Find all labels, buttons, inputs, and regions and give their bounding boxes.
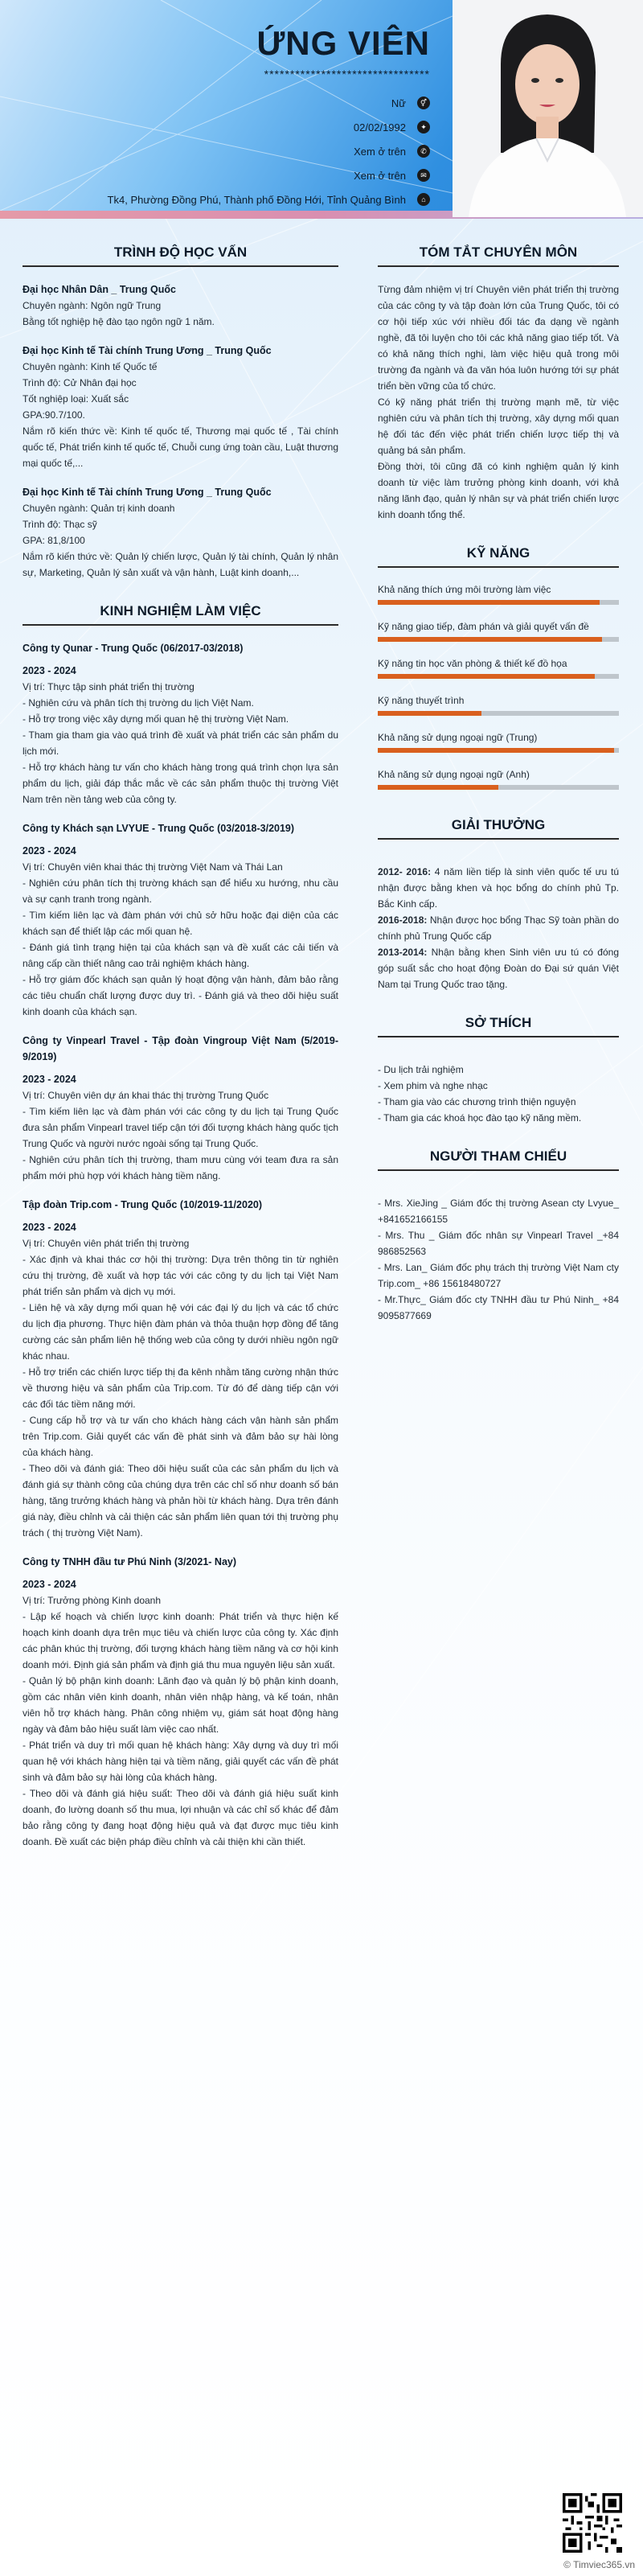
summary-title: TÓM TẮT CHUYÊN MÔN bbox=[419, 244, 578, 260]
education-line: Tốt nghiệp loại: Xuất sắc bbox=[23, 393, 129, 405]
experience-line: - Đánh giá tình trạng hiện tại của khách sạn và đề xuất các cải tiến và nâng cấp cần thiết nâng cao trải nghiệm khách hàng. bbox=[23, 942, 338, 969]
education-item bbox=[23, 281, 338, 330]
site-watermark[interactable]: © Timviec365.vn bbox=[563, 2559, 635, 2570]
skill-bar-fill bbox=[378, 674, 595, 679]
award-item bbox=[378, 912, 619, 944]
award-text: 4 năm liền tiếp là sinh viên quốc tế ưu tú nhận được bằng khen và học bổng do chính phủ Tp. Bắc Kinh cấp. bbox=[378, 866, 619, 910]
skill-label: Khả năng sử dụng ngoại ngữ (Trung) bbox=[378, 732, 538, 743]
school-name: Đại học Nhân Dân _ Trung Quốc bbox=[23, 284, 176, 295]
section-divider bbox=[23, 624, 338, 626]
education-item bbox=[23, 343, 338, 471]
phone-row bbox=[354, 143, 430, 159]
phone-value[interactable]: Xem ở trên bbox=[354, 145, 406, 158]
company-name: Công ty Vinpearl Travel - Tập đoàn Vingroup Việt Nam (5/2019-9/2019) bbox=[23, 1035, 338, 1062]
skill-bar-track bbox=[378, 674, 619, 679]
education-line: Trình độ: Cử Nhân đại học bbox=[23, 377, 137, 388]
company-name: Tập đoàn Trip.com - Trung Quốc (10/2019-11/2020) bbox=[23, 1199, 263, 1210]
section-divider bbox=[378, 265, 619, 267]
skill-item bbox=[378, 656, 619, 679]
gender-row bbox=[391, 95, 430, 111]
experience-line: - Hỗ trợ giám đốc khách sạn quản lý hoạt động vận hành, đảm bảo rằng các tiêu chuẩn chất lượng được duy trì. - Đánh giá và theo dõi hiệu suất kinh doanh của khách sạn. bbox=[23, 974, 338, 1017]
education-line: Nắm rõ kiến thức về: Quản lý chiến lược, Quản lý tài chính, Quản lý nhân sự, Marketing, Quản lý sản xuất và vận hành, Luật kinh doanh,... bbox=[23, 551, 338, 578]
award-year: 2016-2018: bbox=[378, 914, 428, 926]
award-item bbox=[378, 864, 619, 912]
section-divider bbox=[378, 1169, 619, 1171]
experience-line: - Nghiên cứu phân tích thị trường khách sạn để hiểu xu hướng, nhu cầu và sự cạnh tranh trong ngành. bbox=[23, 877, 338, 905]
gender-icon: ⚥ bbox=[417, 97, 430, 109]
experience-line: - Hỗ trợ khách hàng tư vấn cho khách hàng trong quá trình chọn lựa sản phẩm du lịch, giải đáp thắc mắc về các sản phẩm thuộc thị trường Việt Nam trên nền tảng web của công ty. bbox=[23, 762, 338, 805]
experience-line: - Tìm kiếm liên lạc và đàm phán với các công ty du lịch tại Trung Quốc đưa sản phẩm Vinpearl travel tiếp cận tới đối tượng khách hàng quốc tịch Trung Quốc và người nước ngoài sống tại Trung Quốc. bbox=[23, 1106, 338, 1149]
hobby-item: - Xem phim và nghe nhạc bbox=[378, 1080, 488, 1091]
experience-line: Vị trí: Trưởng phòng Kinh doanh bbox=[23, 1595, 162, 1606]
profile-header bbox=[0, 0, 643, 217]
email-value[interactable]: Xem ở trên bbox=[354, 169, 406, 182]
experience-item bbox=[23, 1554, 338, 1850]
experience-line: - Theo dõi và đánh giá hiệu suất: Theo dõi và đánh giá hiệu suất kinh doanh, đo lường doanh số thu mua, lợi nhuận và các chỉ số khác để đảm bảo rằng công ty đang hoạt động hiệu quả và đạt được mục tiêu kinh doanh. Đề xuất các biện pháp điều chỉnh và cải thiện khi cần thiết. bbox=[23, 1788, 338, 1847]
company-name: Công ty TNHH đầu tư Phú Ninh (3/2021- Nay) bbox=[23, 1556, 237, 1567]
experience-period: 2023 - 2024 bbox=[23, 845, 76, 857]
gender-value: Nữ bbox=[391, 97, 406, 109]
education-line: Chuyên ngành: Ngôn ngữ Trung bbox=[23, 300, 162, 311]
section-divider bbox=[378, 838, 619, 840]
experience-line: - Hỗ trợ triển các chiến lược tiếp thị đa kênh nhằm tăng cường nhận thức về thương hiệu và sản phẩm của Trip.com. Từ đó để dàng tiếp cận với các đối tác tiềm năng mới. bbox=[23, 1366, 338, 1410]
skills-title: KỸ NĂNG bbox=[466, 545, 530, 561]
reference-item: - Mrs. XieJing _ Giám đốc thị trường Asean cty Lvyue_ +841652166155 bbox=[378, 1198, 619, 1225]
experience-item bbox=[23, 1197, 338, 1541]
skill-item bbox=[378, 730, 619, 753]
skill-bar-fill bbox=[378, 785, 498, 790]
summary-paragraph: Có kỹ năng phát triển thị trường mạnh mẽ, từ việc nghiên cứu và phân tích thị trường, xây dựng mối quan hệ đối tác đến việc phát triển chiến lược tiếp thị và quảng bá sản phẩm. bbox=[378, 396, 619, 456]
section-divider bbox=[23, 265, 338, 267]
address-value: Tk4, Phường Đồng Phú, Thành phố Đồng Hới, Tỉnh Quảng Bình bbox=[107, 193, 406, 206]
email-icon: ✉ bbox=[417, 169, 430, 182]
skill-label: Khả năng sử dụng ngoại ngữ (Anh) bbox=[378, 769, 530, 780]
hobby-item: - Tham gia vào các chương trình thiện nguyện bbox=[378, 1096, 576, 1107]
experience-line: - Theo dõi và đánh giá: Theo dõi hiệu suất của các sản phẩm du lịch và đánh giá sự thành công của chúng dựa trên các chỉ số như doanh số bán hàng, tăng trưởng khách hàng và phản hồi từ khách hàng. Dựa trên đánh giá này, điều chỉnh và cải thiện các sản phẩm liên quan tới thị trường phụ trách ( thị trường Việt Nam). bbox=[23, 1463, 338, 1539]
left-column bbox=[23, 241, 338, 1850]
experience-period: 2023 - 2024 bbox=[23, 1222, 76, 1233]
references-title: NGƯỜI THAM CHIẾU bbox=[429, 1148, 567, 1164]
candidate-photo bbox=[453, 0, 643, 217]
skill-label: Khả năng thích ứng môi trường làm việc bbox=[378, 584, 551, 595]
award-text: Nhận bằng khen Sinh viên ưu tú có đóng góp suất sắc cho hoạt động Đoàn do Đại sứ quán Việt Nam tại Trung Quốc trao tặng. bbox=[378, 947, 619, 990]
experience-line: Vị trí: Thực tập sinh phát triển thị trường bbox=[23, 681, 195, 692]
skills-list bbox=[378, 582, 619, 790]
skill-item bbox=[378, 582, 619, 605]
experience-line: Vị trí: Chuyên viên dự án khai thác thị trường Trung Quốc bbox=[23, 1090, 269, 1101]
company-name: Công ty Qunar - Trung Quốc (06/2017-03/2018) bbox=[23, 643, 244, 654]
education-title: TRÌNH ĐỘ HỌC VẤN bbox=[113, 244, 248, 260]
experience-line: - Xác định và khai thác cơ hội thị trường: Dựa trên thông tin từ nghiên cứu thị trường, đề xuất và hợp tác với các công ty du lịch tại Việt Nam phát triển sản phẩm và dịch vụ mới. bbox=[23, 1254, 338, 1297]
education-line: Bằng tốt nghiệp hệ đào tạo ngôn ngữ 1 năm. bbox=[23, 316, 215, 327]
skill-item bbox=[378, 767, 619, 790]
award-item bbox=[378, 944, 619, 992]
skill-bar-track bbox=[378, 748, 619, 753]
experience-line: - Cung cấp hỗ trợ và tư vấn cho khách hàng cách vận hành sản phẩm trên Trip.com. Giải quyết các vấn đề phát sinh và đảm bảo sự hài lòng của khách hàng. bbox=[23, 1415, 338, 1458]
education-item bbox=[23, 484, 338, 581]
reference-item: - Mrs. Lan_ Giám đốc phụ trách thị trường Việt Nam cty Trip.com_ +86 15618480727 bbox=[378, 1262, 619, 1289]
email-row bbox=[354, 167, 430, 183]
skill-label: Kỹ năng thuyết trình bbox=[378, 695, 465, 706]
skill-bar-track bbox=[378, 711, 619, 716]
dob-row bbox=[354, 119, 430, 135]
experience-item bbox=[23, 820, 338, 1020]
skill-item bbox=[378, 619, 619, 642]
skill-bar-track bbox=[378, 637, 619, 642]
location-icon: ⌂ bbox=[417, 193, 430, 206]
education-line: GPA:90.7/100. bbox=[23, 409, 85, 421]
reference-item: - Mrs. Thu _ Giám đốc nhân sự Vinpearl Travel _+84 986852563 bbox=[378, 1230, 619, 1257]
education-line: Trình độ: Thạc sỹ bbox=[23, 519, 97, 530]
skill-bar-fill bbox=[378, 748, 614, 753]
candidate-name: ỨNG VIÊN bbox=[256, 24, 430, 62]
experience-line: - Hỗ trợ trong việc xây dựng mối quan hệ thị trường Việt Nam. bbox=[23, 713, 289, 725]
experience-line: - Lập kế hoạch và chiến lược kinh doanh: Phát triển và thực hiện kế hoạch kinh doanh dựa trên mục tiêu và chiến lược của công ty. Xác định các phân khúc thị trường, đối tượng khách hàng tiềm năng và cơ hội kinh doanh mới. Định giá sản phẩm và định giá thu mua nguyên liệu sản xuất. bbox=[23, 1611, 338, 1670]
masked-full-name: ******************************** bbox=[264, 68, 430, 80]
hobby-item: - Tham gia các khoá học đào tạo kỹ năng mềm. bbox=[378, 1112, 582, 1124]
experience-line: - Nghiên cứu và phân tích thị trường du lịch Việt Nam. bbox=[23, 697, 254, 709]
education-line: Nắm rõ kiến thức về: Kinh tế quốc tế, Thương mại quốc tế , Tài chính quốc tế, Phát triển kinh tế quốc tế, Chuỗi cung ứng toàn cầu, Luật thương mại quốc tế,... bbox=[23, 425, 338, 469]
awards-title: GIẢI THƯỞNG bbox=[451, 817, 546, 832]
experience-item bbox=[23, 1033, 338, 1184]
skill-bar-fill bbox=[378, 711, 481, 716]
experience-line: - Liên hệ và xây dựng mối quan hệ với các đại lý du lịch và các tổ chức du lịch địa phương. Thực hiện đàm phán và thỏa thuận hợp đồng để tăng cường các sản phẩm liên hệ thống web của công ty dưới nhiều ngôn ngữ khác nhau. bbox=[23, 1302, 338, 1362]
experience-period: 2023 - 2024 bbox=[23, 1074, 76, 1085]
experience-line: - Quản lý bộ phận kinh doanh: Lãnh đạo và quản lý bộ phận kinh doanh, gồm các nhân viên kinh doanh, nhân viên nhập hàng, và kế toán, nhân viên hỗ trợ khách hàng. Phân công nhiệm vụ, giám sát hoạt động hàng ngày và đảm bảo hiệu suất làm việc cao nhất. bbox=[23, 1675, 338, 1735]
skill-label: Kỹ năng giao tiếp, đàm phán và giải quyết vấn đề bbox=[378, 621, 589, 632]
experience-line: Vị trí: Chuyên viên phát triển thị trường bbox=[23, 1238, 190, 1249]
address-row bbox=[108, 191, 430, 207]
experience-line: Vị trí: Chuyên viên khai thác thị trường Việt Nam và Thái Lan bbox=[23, 861, 283, 873]
skill-label: Kỹ năng tin học văn phòng & thiết kế đồ họa bbox=[378, 658, 567, 669]
experience-line: - Tham gia tham gia vào quá trình đề xuất và phát triển các sản phẩm du lịch mới. bbox=[23, 729, 338, 757]
cake-icon: ✦ bbox=[417, 121, 430, 134]
skill-bar-track bbox=[378, 600, 619, 605]
school-name: Đại học Kinh tế Tài chính Trung Ương _ Trung Quốc bbox=[23, 345, 272, 356]
section-divider bbox=[378, 566, 619, 568]
award-text: Nhận được học bổng Thạc Sỹ toàn phần do chính phủ Trung Quốc cấp bbox=[378, 914, 619, 942]
education-line: Chuyên ngành: Kinh tế Quốc tế bbox=[23, 361, 158, 372]
education-line: Chuyên ngành: Quản trị kinh doanh bbox=[23, 503, 175, 514]
skill-bar-fill bbox=[378, 637, 602, 642]
experience-line: - Tìm kiếm liên lạc và đàm phán với chủ sở hữu hoặc đại diện của các khách sạn để thiết lập các mối quan hệ. bbox=[23, 910, 338, 937]
hobby-item: - Du lịch trải nghiệm bbox=[378, 1064, 464, 1075]
skill-bar-fill bbox=[378, 600, 600, 605]
experience-line: - Phát triển và duy trì mối quan hệ khách hàng: Xây dựng và duy trì mối quan hệ với khách hàng hiện tại và tiềm năng, giải quyết các vấn đề phát sinh và đảm bảo sự hài lòng của khách hàng. bbox=[23, 1740, 338, 1783]
education-line: GPA: 81,8/100 bbox=[23, 535, 85, 546]
reference-item: - Mr.Thực_ Giám đốc cty TNHH đầu tư Phú Ninh_ +84 9095877669 bbox=[378, 1294, 619, 1321]
experience-period: 2023 - 2024 bbox=[23, 665, 76, 676]
summary-paragraph: Từng đảm nhiệm vị trí Chuyên viên phát triển thị trường của các công ty và tập đoàn lớn của Trung Quốc, tôi có cơ hội tiếp xúc với nhiều đối tác đa dạng về ngành nghề, đã tôi luyện cho tôi các khả năng giao tiếp tốt. Và có khả năng thích nghi, làm việc hiệu quả trong môi trường đa ngành và đa văn hóa luôn hướng tới sự phát triển bền vững của tổ chức. bbox=[378, 284, 619, 392]
award-year: 2012- 2016: bbox=[378, 866, 432, 877]
hobbies-title: SỞ THÍCH bbox=[465, 1015, 532, 1030]
experience-line: - Nghiên cứu phân tích thị trường, tham mưu cùng với team đưa ra sản phẩm mới phù hợp với khách hàng tiềm năng. bbox=[23, 1154, 338, 1181]
skill-item bbox=[378, 693, 619, 716]
section-divider bbox=[378, 1036, 619, 1037]
phone-icon: ✆ bbox=[417, 145, 430, 158]
skill-bar-track bbox=[378, 785, 619, 790]
qr-code[interactable] bbox=[563, 2493, 622, 2553]
experience-title: KINH NGHIỆM LÀM VIỆC bbox=[100, 603, 261, 618]
right-column bbox=[378, 241, 619, 1324]
company-name: Công ty Khách sạn LVYUE - Trung Quốc (03/2018-3/2019) bbox=[23, 823, 295, 834]
dob-value: 02/02/1992 bbox=[353, 121, 406, 134]
summary-paragraph: Đồng thời, tôi cũng đã có kinh nghiệm quản lý kinh doanh từ việc làm trưởng phòng kinh doanh, với khả năng lãnh đạo, quản lý nhân sự và phát triển chiến lược kinh doanh tổng thể. bbox=[378, 461, 619, 520]
award-year: 2013-2014: bbox=[378, 947, 428, 958]
experience-period: 2023 - 2024 bbox=[23, 1579, 76, 1590]
experience-item bbox=[23, 640, 338, 807]
school-name: Đại học Kinh tế Tài chính Trung Ương _ Trung Quốc bbox=[23, 487, 272, 498]
